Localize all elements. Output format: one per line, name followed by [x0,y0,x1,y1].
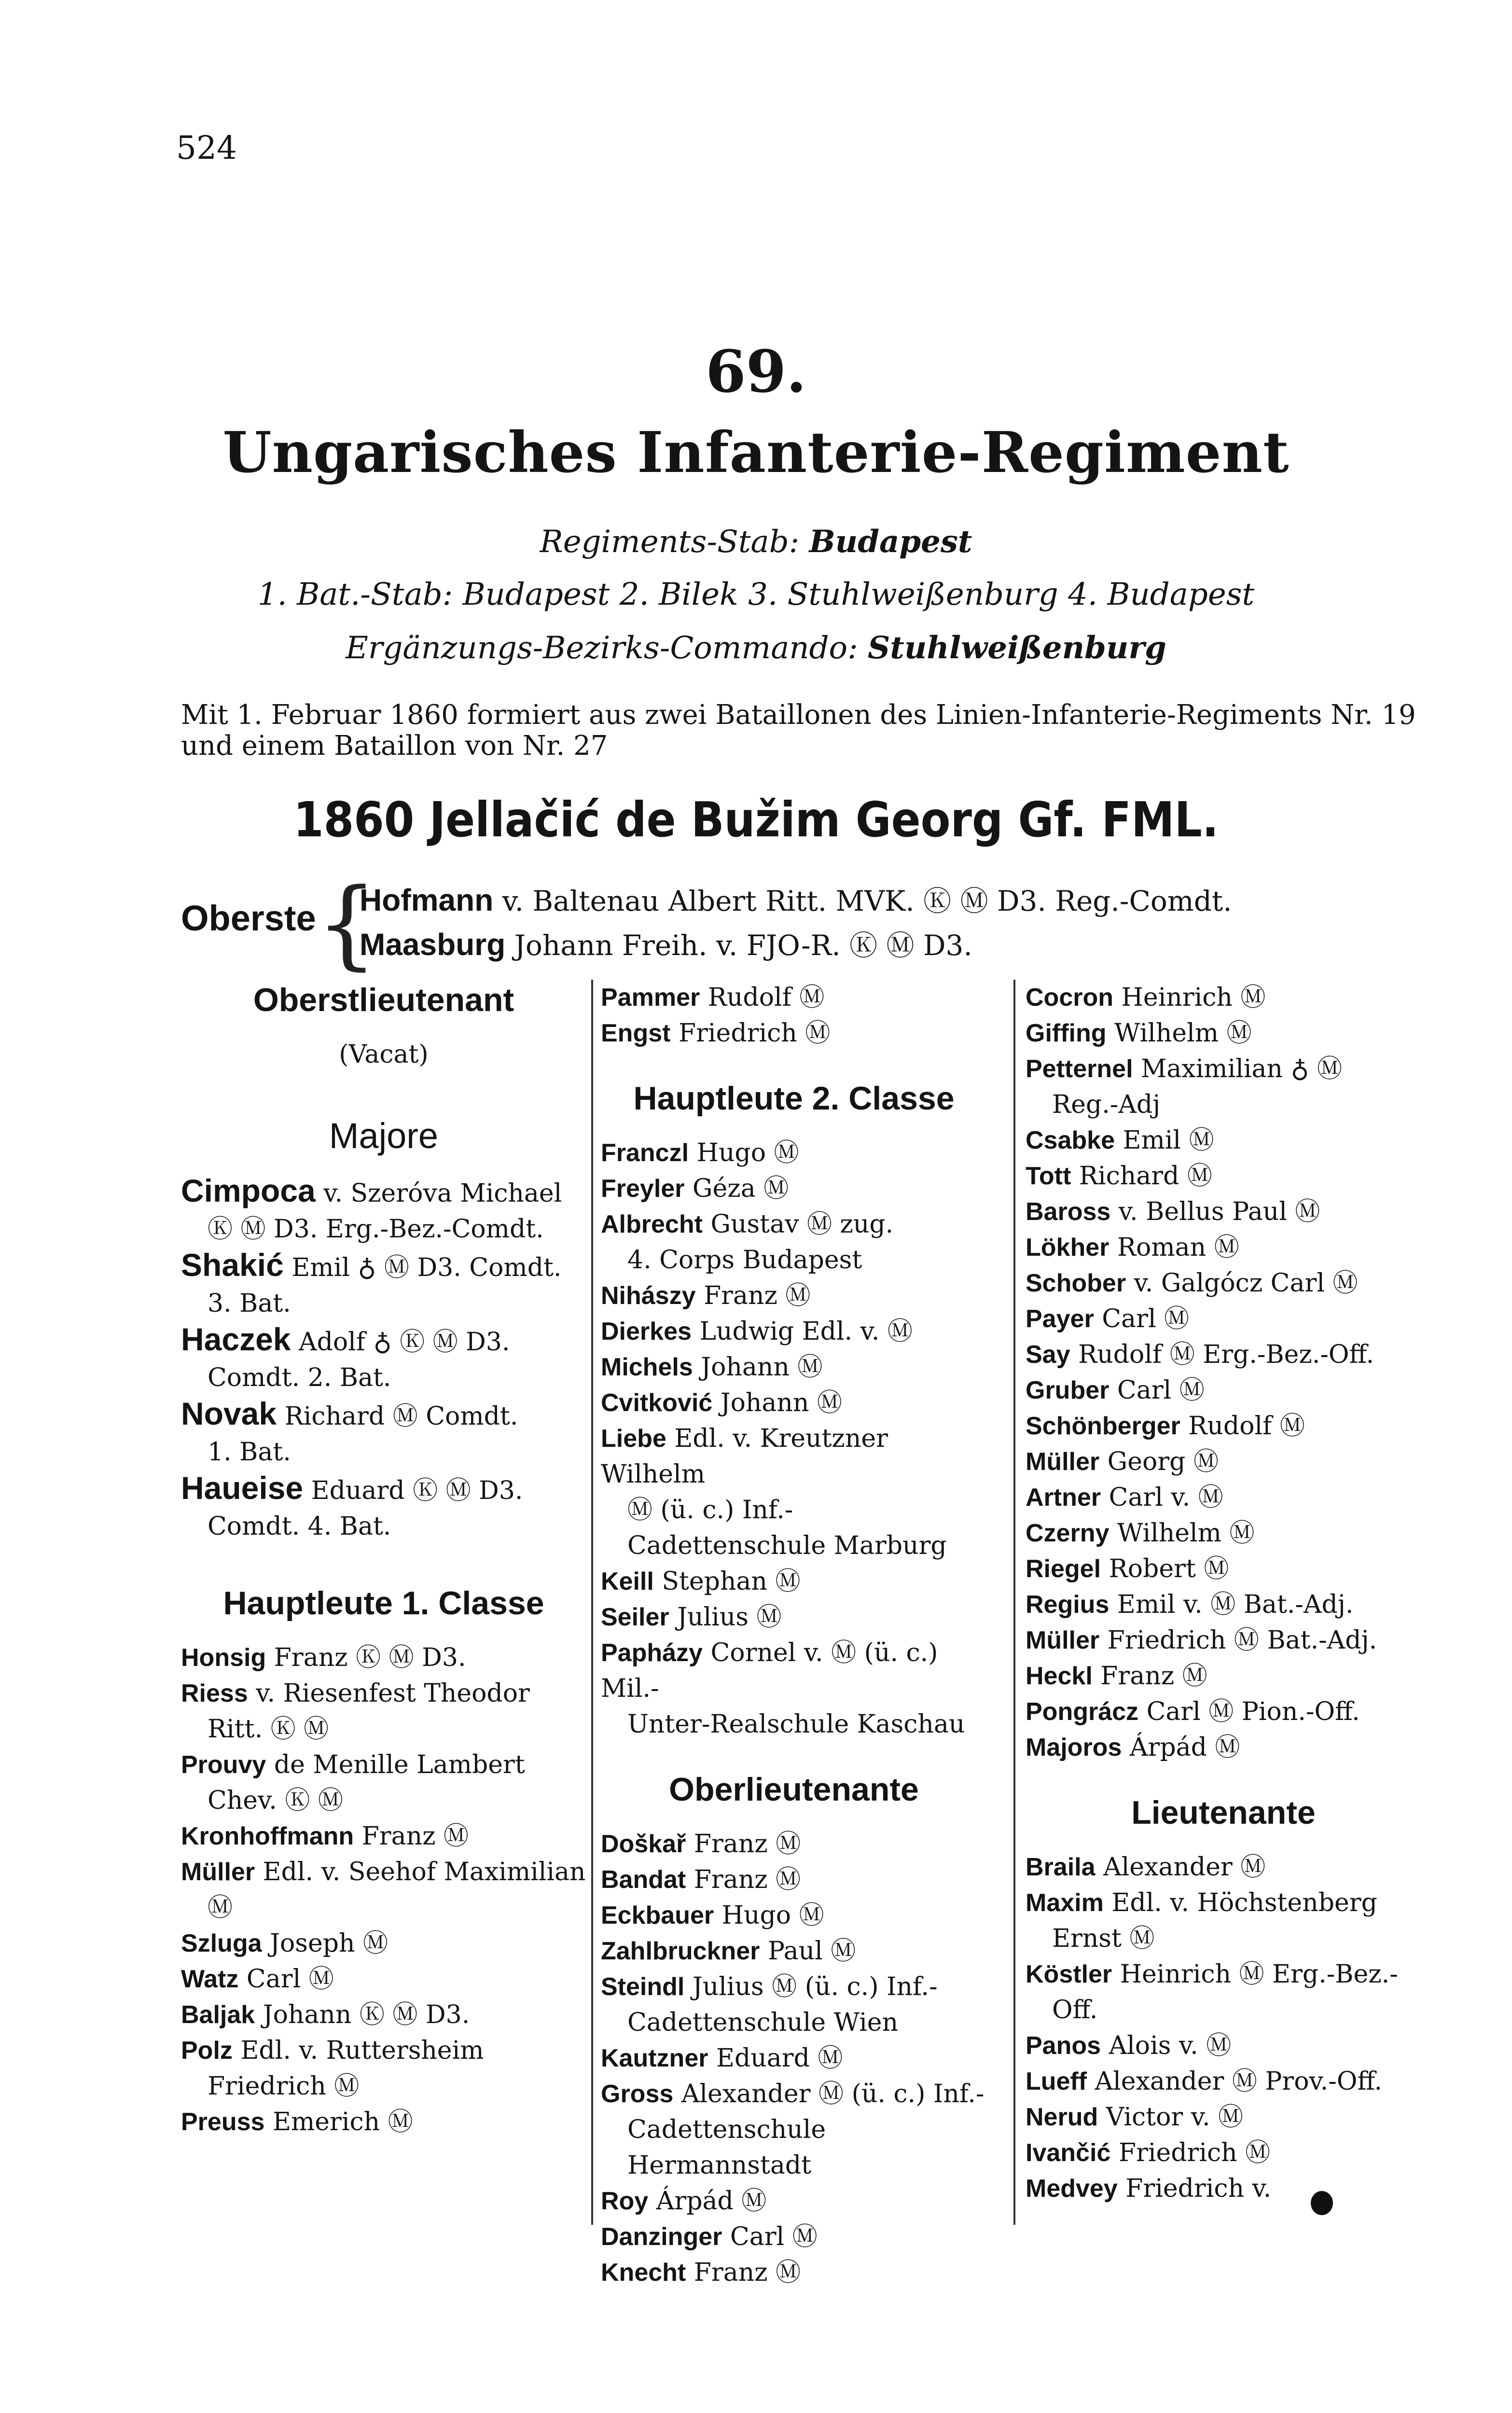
officer-details: Carl Ⓜ Pion.-Off. [1146,1697,1360,1726]
officer-details: Paul Ⓜ [767,1937,856,1966]
officer-entry [1026,1015,1421,1051]
officer-surname: Haczek [181,1321,291,1357]
officer-surname: Zahlbruckner [601,1937,760,1965]
officer-details: Emil v. Ⓜ Bat.-Adj. [1117,1590,1354,1619]
officer-surname: Gross [601,2080,674,2108]
officer-surname: Cimpoca [181,1173,316,1208]
column-middle [601,980,987,2290]
officer-details: Hugo Ⓜ [721,1901,824,1930]
majore-list [181,1173,586,1544]
officer-surname: Preuss [181,2108,265,2136]
officer-entry [1026,2064,1421,2099]
officer-surname: Engst [601,1019,671,1047]
officer-entry [601,1385,987,1421]
officer-surname: Tott [1026,1162,1071,1190]
officer-surname: Maxim [1026,1889,1104,1917]
officer-surname: Ivančić [1026,2139,1111,2167]
officer-entry [601,2076,987,2183]
officer-surname: Müller [1026,1448,1100,1476]
officer-surname: Lueff [1026,2067,1087,2095]
officer-details-continued: 4. Corps Budapest [627,1246,862,1275]
officer-surname: Eckbauer [601,1901,714,1929]
officer-details-continued: Ernst Ⓜ [1052,1924,1155,1953]
district-place: Stuhlweißenburg [867,630,1166,666]
officer-details: Emil Ⓜ [1123,1126,1214,1155]
officer-details: Adolf ♁ Ⓚ Ⓜ D3. [299,1328,510,1357]
officer-details: Franz Ⓜ [361,1822,469,1851]
officer-details: Roman Ⓜ [1117,1233,1239,1262]
officer-details: Alexander Ⓜ (ü. c.) Inf.- [681,2080,985,2108]
officer-surname: Müller [1026,1626,1100,1654]
column-divider [1013,980,1015,2225]
officer-details: Richard Ⓜ [1079,1162,1212,1191]
ink-blot [1311,2191,1333,2215]
officer-details-continued: Chev. Ⓚ Ⓜ [208,1786,343,1815]
officer-details-continued: Friedrich Ⓜ [208,2072,360,2101]
officer-entry [1026,2099,1421,2135]
officer-surname: Nerud [1026,2103,1098,2131]
officer-surname: Payer [1026,1305,1094,1333]
officer-details: Eduard Ⓚ Ⓜ D3. [311,1476,523,1505]
officer-entry [181,1321,586,1396]
officer-details: Franz Ⓜ [694,2258,801,2287]
officer-details: Carl Ⓜ [1102,1304,1190,1333]
lieutenante-list [1026,1849,1421,2206]
staff-place: Budapest [809,524,972,560]
officer-entry [1026,1301,1421,1337]
officer-entry [1026,1658,1421,1694]
officer-details: Emerich Ⓜ [272,2108,413,2136]
officer-surname: Köstler [1026,1960,1112,1988]
officer-surname: Schönberger [1026,1412,1180,1440]
officer-entry [1026,1849,1421,1885]
officer-details: Carl Ⓜ [246,1965,334,1994]
vacat-note: (Vacat) [339,1040,429,1069]
officer-entry [601,1015,987,1051]
oberlieutenante-continued-list [1026,980,1421,1765]
regiment-proprietor: 1860 Jellačić de Bužim Georg Gf. FML. [293,791,1219,848]
officer-surname: Pongrácz [1026,1698,1139,1726]
officer-surname: Cvitković [601,1389,713,1417]
officer-details: Árpád Ⓜ [656,2187,767,2216]
officer-details-continued: Ⓜ (ü. c.) Inf.-Cadettenschule Marburg [627,1496,947,1560]
officer-surname: Baross [1026,1198,1111,1226]
officer-details-continued: Reg.-Adj [1052,1090,1161,1119]
officer-entry [181,1926,586,1961]
officer-surname: Danzinger [601,2223,722,2251]
officer-details-continued: Comdt. 4. Bat. [208,1512,391,1541]
officer-entry [1026,1694,1421,1730]
officer-surname: Honsig [181,1644,266,1672]
officer-entry [601,1171,987,1206]
officer-details: Rudolf Ⓜ Erg.-Bez.-Off. [1078,1340,1374,1369]
officer-details: Franz Ⓜ [1100,1662,1207,1691]
officer-entry [601,1314,987,1349]
officer-details-continued: Cadettenschule Wien [627,2008,899,2037]
officer-entry [601,1564,987,1599]
officer-details: Alexander Ⓜ [1103,1853,1266,1882]
officer-details: Johann Ⓚ Ⓜ D3. [263,2000,470,2029]
officer-surname: Riess [181,1679,248,1707]
officer-surname: Dierkes [601,1317,692,1345]
hauptleute-2-list [601,1135,987,1742]
officer-details: Gustav Ⓜ zug. [710,1210,894,1239]
officer-entry [601,1969,987,2040]
officer-details: Rudolf Ⓜ [1188,1412,1305,1441]
officer-surname: Haueise [181,1470,304,1506]
officer-entry [601,1898,987,1933]
formation-history: Mit 1. Februar 1860 formiert aus zwei Bataillonen des Linien-Infanterie-Regiments Nr. 19 und einem Bataillon von Nr. 27 [181,699,1416,762]
officer-details: Friedrich Ⓜ [678,1019,831,1048]
officer-details: Alexander Ⓜ Prov.-Off. [1095,2067,1383,2096]
oberstlieutenant-heading: Oberstlieutenant [253,982,514,1018]
officer-details: Carl Ⓜ [1117,1376,1205,1405]
officer-surname: Keill [601,1567,654,1595]
officer-entry [1026,1123,1421,1158]
officer-details: Friedrich v. [1125,2174,1272,2203]
officer-entry [1026,1265,1421,1301]
officer-surname: Schober [1026,1269,1126,1297]
officer-details-continued: Ⓜ [208,1893,233,1922]
officer-surname: Csabke [1026,1126,1115,1154]
officer-surname: Czerny [1026,1519,1110,1547]
officer-surname: Prouvy [181,1751,266,1779]
officer-surname: Michels [601,1353,693,1381]
officer-surname: Riegel [1026,1555,1101,1583]
officer-details: Edl. v. Ruttersheim [240,2036,484,2065]
lieutenante-heading: Lieutenante [1131,1794,1316,1831]
majore-heading: Majore [329,1116,439,1156]
officer-details: Wilhelm Ⓜ [1117,1519,1255,1548]
officer-details: Franz Ⓜ [704,1281,811,1310]
officer-surname: Liebe [601,1425,666,1453]
officer-details: Franz Ⓜ [694,1830,801,1858]
officer-details: Emil ♁ Ⓜ D3. Comdt. [291,1253,562,1282]
officer-surname: Artner [1026,1484,1101,1512]
district-line [0,630,1512,666]
officer-details: Georg Ⓜ [1107,1447,1219,1476]
officer-details-continued: Comdt. 2. Bat. [208,1363,391,1392]
officer-details: v. Galgócz Carl Ⓜ [1134,1269,1358,1298]
oberst-entry: Maasburg Johann Freih. v. FJO-R. Ⓚ Ⓜ D3. [360,927,972,962]
officer-surname: Baljak [181,2001,255,2029]
officer-entry [601,980,987,1015]
officer-details: Eduard Ⓜ [716,2044,843,2073]
officer-entry [601,1599,987,1635]
officer-surname: Regius [1026,1591,1110,1619]
brace-glyph: { [316,868,378,980]
officer-details-continued: Ⓚ Ⓜ D3. Erg.-Bez.-Comdt. [208,1215,544,1244]
officer-details: Julius Ⓜ (ü. c.) Inf.- [692,1972,938,2001]
officer-details: Maximilian ♁ Ⓜ [1141,1054,1343,1083]
officer-surname: Doškař [601,1830,686,1858]
oberst-entry: Hofmann v. Baltenau Albert Ritt. MVK. Ⓚ Ⓜ D3. Reg.-Comdt. [360,883,1232,917]
officer-details: Carl v. Ⓜ [1109,1483,1223,1512]
district-label: Ergänzungs-Bezirks-Commando: [346,630,858,666]
officer-entry [181,2104,586,2140]
officer-surname: Cocron [1026,984,1113,1012]
officer-entry [601,1421,987,1564]
officer-entry [1026,980,1421,1015]
officer-surname: Majoros [1026,1733,1122,1761]
officer-details: Heinrich Ⓜ [1121,983,1266,1012]
officer-details: Victor v. Ⓜ [1106,2103,1244,2132]
officer-details: Rudolf Ⓜ [707,983,825,1012]
officer-details-continued: Cadettenschule Hermannstadt [627,2115,826,2180]
officer-details: Cornel v. Ⓜ (ü. c.) Mil.- [601,1638,938,1703]
officer-entry [601,1826,987,1862]
column-divider [591,980,593,2225]
officer-entry [1026,1623,1421,1658]
officer-entry [601,2040,987,2076]
officer-details: Franz Ⓜ [694,1865,801,1894]
officer-surname: Franczl [601,1139,689,1167]
officer-details-continued: 1. Bat. [208,1438,291,1467]
officer-details: v. Szeróva Michael [323,1179,562,1208]
officer-entry [1026,1373,1421,1408]
officer-entry [181,1640,586,1676]
officer-details-continued: Unter-Realschule Kaschau [627,1710,965,1739]
officer-entry [1026,1444,1421,1480]
officer-surname: Steindl [601,1973,685,2001]
officer-surname: Medvey [1026,2175,1118,2203]
officer-entry [1026,2171,1421,2206]
officer-details: Friedrich Ⓜ [1118,2138,1271,2167]
officer-entry [601,1278,987,1314]
officer-surname: Say [1026,1341,1070,1369]
officer-entry [1026,1051,1421,1123]
officer-entry [1026,1480,1421,1515]
officer-entry [181,2033,586,2104]
officer-entry [181,1747,586,1818]
officer-entry [181,1676,586,1747]
officer-details: Carl Ⓜ [730,2222,818,2251]
staff-line [0,524,1512,560]
officer-entry [1026,1408,1421,1444]
hauptleute-2-heading: Hauptleute 2. Classe [633,1080,955,1117]
column-left [181,980,586,2140]
officer-details: v. Riesenfest Theodor [256,1679,530,1708]
officer-entry [1026,1337,1421,1373]
regiment-name: Ungarisches Infanterie-Regiment [222,420,1290,485]
officer-entry [601,2219,987,2255]
battalions-line: 1. Bat.-Stab: Budapest 2. Bilek 3. Stuhlweißenburg 4. Budapest [257,577,1255,612]
officer-details: Árpád Ⓜ [1129,1733,1240,1762]
oberlieutenante-list [601,1826,987,2290]
column-right [1026,980,1421,2206]
officer-surname: Bandat [601,1866,686,1894]
officer-surname: Petternel [1026,1055,1133,1083]
officer-surname: Panos [1026,2032,1101,2060]
oberste-label: Oberste [181,898,316,938]
officer-surname: Watz [181,1965,239,1993]
officer-entry [1026,1587,1421,1623]
officer-details: Ludwig Edl. v. Ⓜ [699,1317,913,1346]
officer-entry [1026,1956,1421,2028]
officer-entry [181,1818,586,1854]
officer-details: Joseph Ⓜ [270,1929,388,1958]
officer-details: Alois v. Ⓜ [1109,2031,1232,2060]
officer-details: Robert Ⓜ [1109,1554,1229,1583]
officer-entry [1026,1730,1421,1765]
officer-details: Edl. v. Höchstenberg [1111,1888,1377,1917]
officer-details: Wilhelm Ⓜ [1114,1019,1252,1048]
officer-surname: Kronhoffmann [181,1822,354,1850]
officer-surname: Braila [1026,1853,1096,1881]
officer-entry [181,1470,586,1544]
officer-surname: Szluga [181,1929,262,1957]
officer-details: Hugo Ⓜ [696,1138,799,1167]
officer-surname: Roy [601,2187,649,2215]
officer-surname: Polz [181,2037,233,2065]
officer-entry [601,2183,987,2219]
officer-surname: Freyler [601,1175,685,1203]
officer-details: Stephan Ⓜ [662,1567,801,1596]
officer-details: Géza Ⓜ [692,1174,789,1203]
officer-entry [601,1635,987,1742]
officer-surname: Knecht [601,2259,686,2287]
officer-entry [1026,1551,1421,1587]
officer-details: Franz Ⓚ Ⓜ D3. [274,1643,466,1672]
officer-entry [181,1997,586,2033]
officer-entry [181,1961,586,1997]
officer-entry [1026,2028,1421,2064]
officer-entry [181,1396,586,1470]
oberlieutenante-heading: Oberlieutenante [669,1771,919,1808]
officer-surname: Heckl [1026,1662,1093,1690]
officer-surname: Pammer [601,984,700,1012]
officer-details: de Menille Lambert [274,1750,525,1779]
officer-details-continued: Ritt. Ⓚ Ⓜ [208,1715,329,1744]
officer-entry [601,1349,987,1385]
officer-entry [181,1173,586,1247]
hauptleute-1-continued-list [601,980,987,1051]
hauptleute-1-heading: Hauptleute 1. Classe [223,1585,544,1622]
page-number: 524 [176,129,237,166]
officer-surname: Shakić [181,1247,284,1283]
officer-surname: Müller [181,1858,255,1886]
officer-surname: Lökher [1026,1234,1110,1262]
officer-entry [1026,2135,1421,2171]
officer-surname: Novak [181,1396,277,1431]
officer-details: Edl. v. Kreutzner Wilhelm [601,1424,888,1489]
officer-surname: Papházy [601,1639,703,1667]
officer-entry [1026,1230,1421,1265]
officer-entry [1026,1194,1421,1230]
officer-details: Johann Ⓜ [720,1388,842,1417]
officer-details: Johann Ⓜ [701,1353,823,1382]
officer-surname: Nihászy [601,1282,696,1310]
officer-surname: Seiler [601,1603,669,1631]
officer-entry [601,1862,987,1898]
officer-entry [601,1206,987,1278]
officer-surname: Kautzner [601,2044,708,2072]
officer-details-continued: 3. Bat. [208,1289,291,1318]
officer-surname: Giffing [1026,1019,1107,1047]
officer-details: Edl. v. Seehof Maximilian [263,1858,586,1886]
officer-entry [1026,1885,1421,1956]
hauptleute-1-list [181,1640,586,2140]
officer-details: Friedrich Ⓜ Bat.-Adj. [1107,1626,1377,1655]
officer-details: v. Bellus Paul Ⓜ [1118,1197,1320,1226]
officer-surname: Albrecht [601,1210,703,1238]
officer-surname: Gruber [1026,1376,1110,1404]
staff-label: Regiments-Stab: [540,524,800,560]
officer-entry [181,1854,586,1926]
officer-entry [181,1247,586,1321]
officer-entry [601,2255,987,2290]
officer-details: Heinrich Ⓜ Erg.-Bez.- [1120,1960,1398,1989]
officer-entry [601,1135,987,1171]
officer-details: Richard Ⓜ Comdt. [284,1402,518,1431]
officer-entry [1026,1158,1421,1194]
officer-details-continued: Off. [1052,1996,1098,2025]
officer-entry [1026,1515,1421,1551]
officer-details: Julius Ⓜ [677,1603,782,1632]
regiment-number: 69. [706,338,806,406]
officer-entry [601,1933,987,1969]
